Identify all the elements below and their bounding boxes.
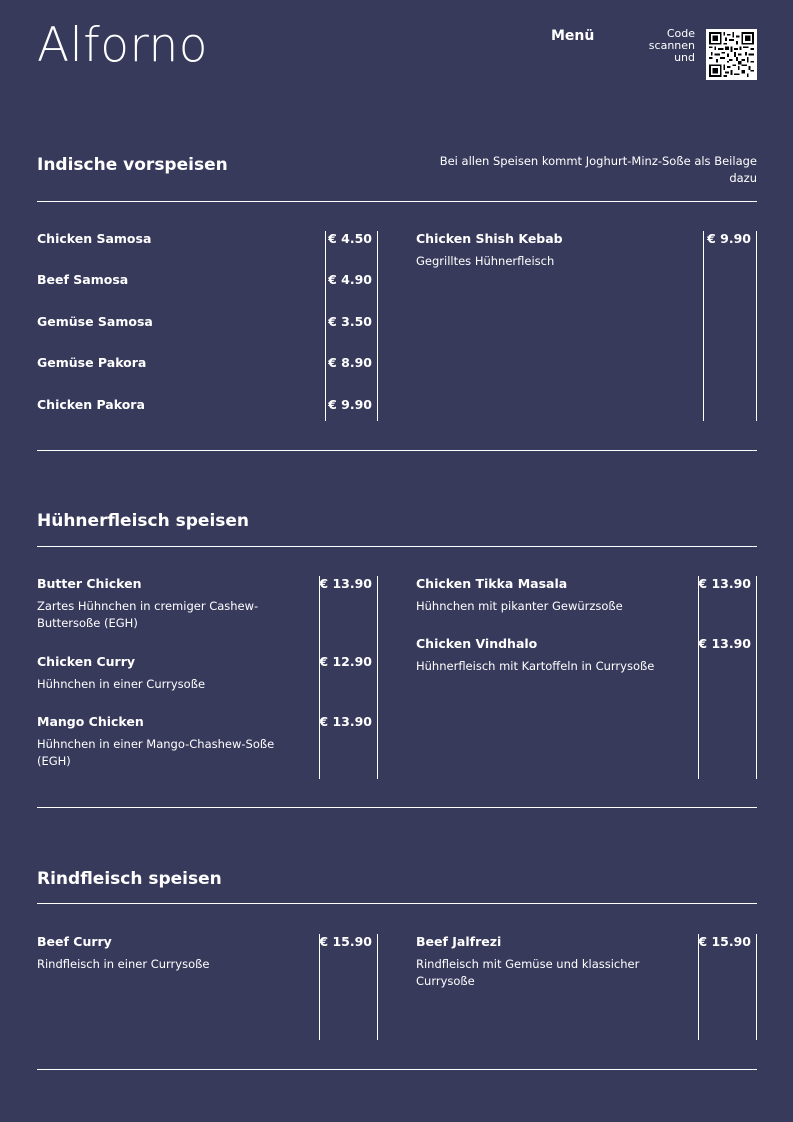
section-divider — [37, 201, 757, 202]
section-divider — [37, 546, 757, 547]
qr-caption-line: scannen — [648, 39, 695, 52]
price-column-divider — [698, 576, 699, 779]
price-column-divider — [377, 576, 378, 779]
section-divider — [37, 807, 757, 808]
section-note: Bei allen Speisen kommt Joghurt-Minz-Soße als Beilage dazu — [439, 154, 757, 185]
price-column-divider — [325, 231, 326, 421]
qr-caption-line: und — [674, 51, 695, 64]
price-column-divider — [377, 934, 378, 1040]
item-name: Beef Samosa — [37, 272, 129, 287]
item-description: Rindfleisch mit Gemüse und klassicher Currysoße — [416, 957, 640, 988]
item-name: Gemüse Samosa — [37, 314, 153, 329]
section-title: Rindfleisch speisen — [37, 869, 222, 889]
restaurant-logo: Alforno — [37, 18, 209, 73]
item-price: € 13.90 — [698, 576, 751, 591]
item-name: Chicken Tikka Masala — [416, 576, 568, 591]
qr-caption — [635, 28, 695, 64]
price-column-divider — [756, 576, 757, 779]
item-price: € 9.90 — [328, 397, 372, 412]
item-price: € 4.90 — [328, 272, 372, 287]
item-name: Chicken Curry — [37, 654, 136, 669]
menu-column-right — [416, 231, 757, 421]
menu-column-right — [416, 576, 757, 779]
item-description: Hühnerfleisch mit Kartoffeln in Currysoße — [416, 659, 655, 673]
item-description: Gegrilltes Hühnerfleisch — [416, 254, 555, 268]
item-price: € 13.90 — [319, 714, 372, 729]
price-column-divider — [703, 231, 704, 421]
qr-caption-line: Code — [666, 27, 695, 40]
menu-column-right — [416, 934, 757, 1040]
item-name: Chicken Samosa — [37, 231, 152, 246]
section-divider — [37, 903, 757, 904]
item-name: Gemüse Pakora — [37, 355, 147, 370]
item-description: Zartes Hühnchen in cremiger Cashew-Buttersoße (EGH) — [37, 599, 259, 630]
item-name: Butter Chicken — [37, 576, 142, 591]
section-title: Hühnerfleisch speisen — [37, 511, 250, 531]
menu-column-left — [37, 576, 378, 779]
item-price: € 15.90 — [319, 934, 372, 949]
item-description: Rindfleisch in einer Currysoße — [37, 957, 210, 971]
item-description: Hühnchen in einer Mango-Chashew-Soße (EGH) — [37, 737, 275, 768]
price-column-divider — [319, 576, 320, 779]
item-price: € 8.90 — [328, 355, 372, 370]
menu-label: Menü — [551, 28, 595, 44]
item-price: € 13.90 — [319, 576, 372, 591]
item-description: Hühnchen mit pikanter Gewürzsoße — [416, 599, 623, 613]
item-name: Chicken Vindhalo — [416, 636, 538, 651]
item-price: € 3.50 — [328, 314, 372, 329]
item-name: Beef Jalfrezi — [416, 934, 502, 949]
item-price: € 9.90 — [707, 231, 751, 246]
item-name: Chicken Shish Kebab — [416, 231, 563, 246]
item-description: Hühnchen in einer Currysoße — [37, 677, 206, 691]
menu-column-left — [37, 231, 378, 421]
item-name: Beef Curry — [37, 934, 112, 949]
item-name: Chicken Pakora — [37, 397, 145, 412]
qr-code-icon[interactable] — [706, 29, 757, 80]
section-divider — [37, 1069, 757, 1070]
section-indische-vorspeisen — [37, 154, 757, 454]
section-title: Indische vorspeisen — [37, 155, 228, 175]
item-price: € 15.90 — [698, 934, 751, 949]
item-price: € 12.90 — [319, 654, 372, 669]
price-column-divider — [756, 934, 757, 1040]
price-column-divider — [377, 231, 378, 421]
price-column-divider — [756, 231, 757, 421]
menu-column-left — [37, 934, 378, 1040]
section-divider — [37, 450, 757, 451]
section-rindfleisch-speisen — [37, 868, 757, 1073]
item-name: Mango Chicken — [37, 714, 144, 729]
item-price: € 13.90 — [698, 636, 751, 651]
item-price: € 4.50 — [328, 231, 372, 246]
section-huehnerfleisch-speisen — [37, 510, 757, 810]
